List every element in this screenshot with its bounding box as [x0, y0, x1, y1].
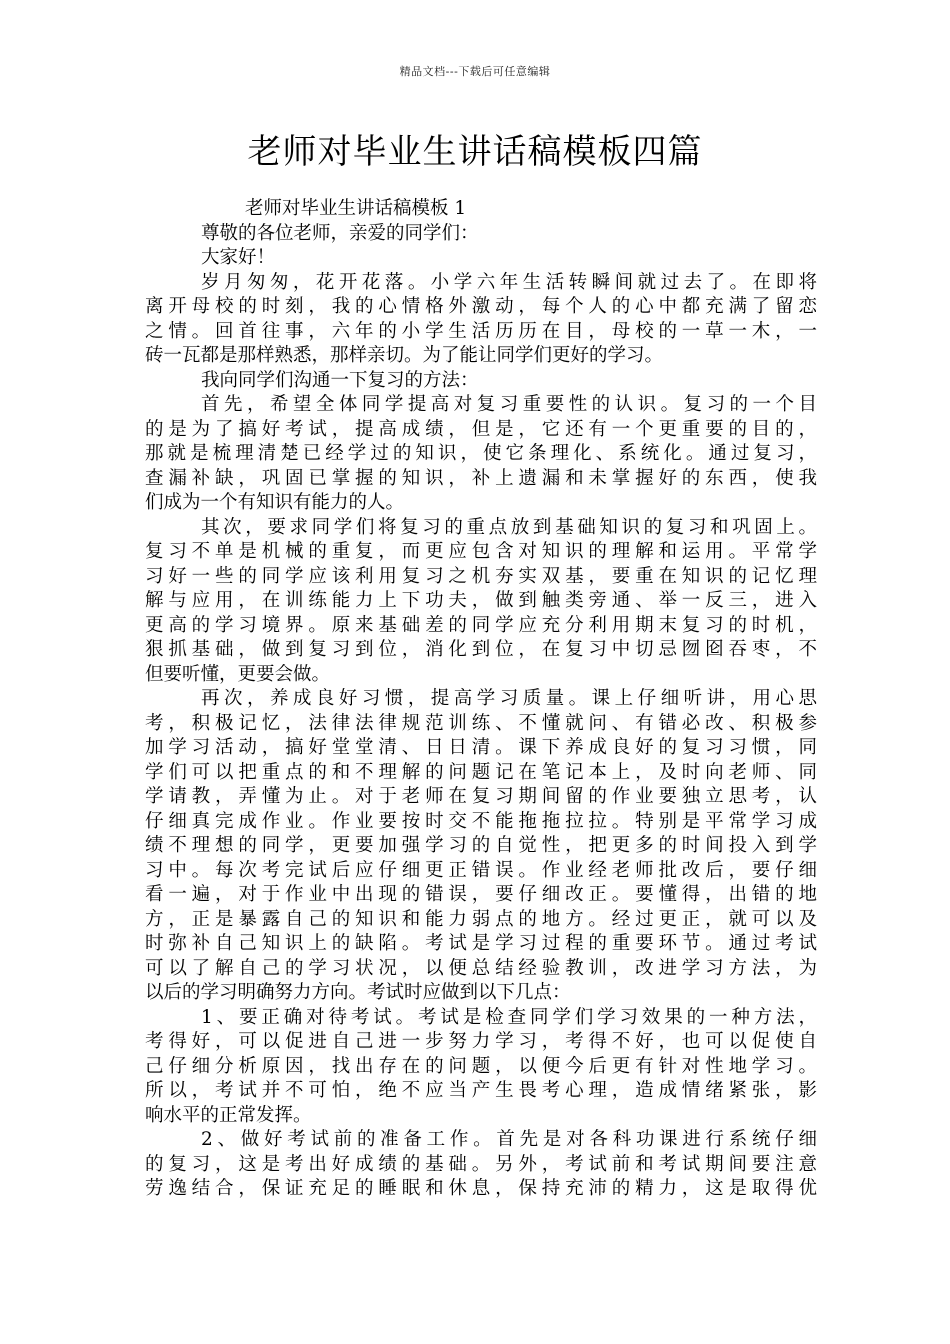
document-title: 老师对毕业生讲话稿模板四篇: [247, 132, 703, 172]
body-text-line: 加学习活动，搞好堂堂清、日日清。课下养成良好的复习习惯，同: [145, 737, 817, 758]
body-text-line: 砖一瓦都是那样熟悉，那样亲切。为了能让同学们更好的学习。: [145, 345, 664, 366]
body-text-line: 离开母校的时刻，我的心情格外激动，每个人的心中都充满了留恋: [145, 296, 817, 317]
document-header-note: 精品文档---下载后可任意编辑: [399, 65, 551, 78]
body-text-line: 我向同学们沟通一下复习的方法：: [201, 369, 479, 391]
body-text-line: 大家好！: [201, 247, 276, 268]
body-text-line: 看一遍，对于作业中出现的错误，要仔细改正。要懂得，出错的地: [145, 884, 817, 905]
body-text-line: 的是为了搞好考试，提高成绩，但是，它还有一个更重要的目的，: [145, 418, 817, 440]
document-body: [145, 197, 817, 1202]
body-text-line: 时弥补自己知识上的缺陷。考试是学习过程的重要环节。通过考试: [145, 933, 817, 954]
body-text-line: 可以了解自己的学习状况，以便总结经验教训，改进学习方法，为: [145, 957, 817, 979]
body-text-line: 复习不单是机械的重复，而更应包含对知识的理解和运用。平常学: [145, 541, 817, 562]
body-text-line: 那就是梳理清楚已经学过的知识，使它条理化、系统化。通过复习，: [145, 443, 817, 464]
body-text-line: 但要听懂，更要会做。: [145, 663, 331, 685]
body-text-line: 考得好，可以促进自己进一步努力学习，考得不好，也可以促使自: [145, 1031, 817, 1052]
body-text-line: 仔细真完成作业。作业要按时交不能拖拖拉拉。特别是平常学习成: [145, 810, 817, 832]
body-text-line: 所以，考试并不可怕，绝不应当产生畏考心理，造成情绪紧张，影: [145, 1080, 817, 1101]
body-text-line: 之情。回首往事，六年的小学生活历历在目，母校的一草一木，一: [145, 320, 817, 342]
body-text-line: 1、要正确对待考试。考试是检查同学们学习效果的一种方法，: [201, 1006, 817, 1028]
body-text-line: 响水平的正常发挥。: [145, 1104, 312, 1126]
body-text-line: 老师对毕业生讲话稿模板 1: [245, 198, 467, 219]
body-text-line: 绩不理想的同学，更要加强学习的自觉性，把更多的时间投入到学: [145, 835, 817, 856]
body-text-line: 查漏补缺，巩固已掌握的知识，补上遗漏和未掌握好的东西，使我: [145, 467, 817, 489]
body-text-line: 劳逸结合，保证充足的睡眠和休息，保持充沛的精力，这是取得优: [145, 1178, 817, 1199]
body-text-line: 其次，要求同学们将复习的重点放到基础知识的复习和巩固上。: [201, 516, 817, 538]
body-text-line: 尊敬的各位老师，亲爱的同学们：: [201, 222, 479, 244]
body-text-line: 狠抓基础，做到复习到位，消化到位，在复习中切忌囫囵吞枣，不: [145, 639, 817, 660]
body-text-line: 2、做好考试前的准备工作。首先是对各科功课进行系统仔细: [201, 1129, 817, 1150]
body-text-line: 解与应用，在训练能力上下功夫，做到触类旁通、举一反三，进入: [145, 590, 817, 611]
body-text-line: 更高的学习境界。原来基础差的同学应充分利用期末复习的时机，: [145, 614, 817, 636]
body-text-line: 岁月匆匆，花开花落。小学六年生活转瞬间就过去了。在即将: [201, 271, 817, 293]
body-text-line: 首先，希望全体同学提高对复习重要性的认识。复习的一个目: [201, 394, 817, 415]
body-text-line: 己仔细分析原因，找出存在的问题，以便今后更有针对性地学习。: [145, 1055, 817, 1077]
body-text-line: 考，积极记忆，法律法律规范训练、不懂就问、有错必改、积极参: [145, 712, 817, 734]
body-text-line: 习中。每次考完试后应仔细更正错误。作业经老师批改后，要仔细: [145, 859, 817, 881]
body-text-line: 学们可以把重点的和不理解的问题记在笔记本上，及时向老师、同: [145, 761, 817, 783]
body-text-line: 学请教，弄懂为止。对于老师在复习期间留的作业要独立思考，认: [145, 786, 817, 807]
body-text-line: 们成为一个有知识有能力的人。: [145, 492, 405, 513]
body-text-line: 方，正是暴露自己的知识和能力弱点的地方。经过更正，就可以及: [145, 908, 817, 930]
body-text-line: 的复习，这是考出好成绩的基础。另外，考试前和考试期间要注意: [145, 1153, 817, 1175]
body-text-line: 习好一些的同学应该利用复习之机夯实双基，要重在知识的记忆理: [145, 565, 817, 587]
body-text-line: 以后的学习明确努力方向。考试时应做到以下几点：: [145, 982, 571, 1003]
body-text-line: 再次，养成良好习惯，提高学习质量。课上仔细听讲，用心思: [201, 688, 817, 709]
